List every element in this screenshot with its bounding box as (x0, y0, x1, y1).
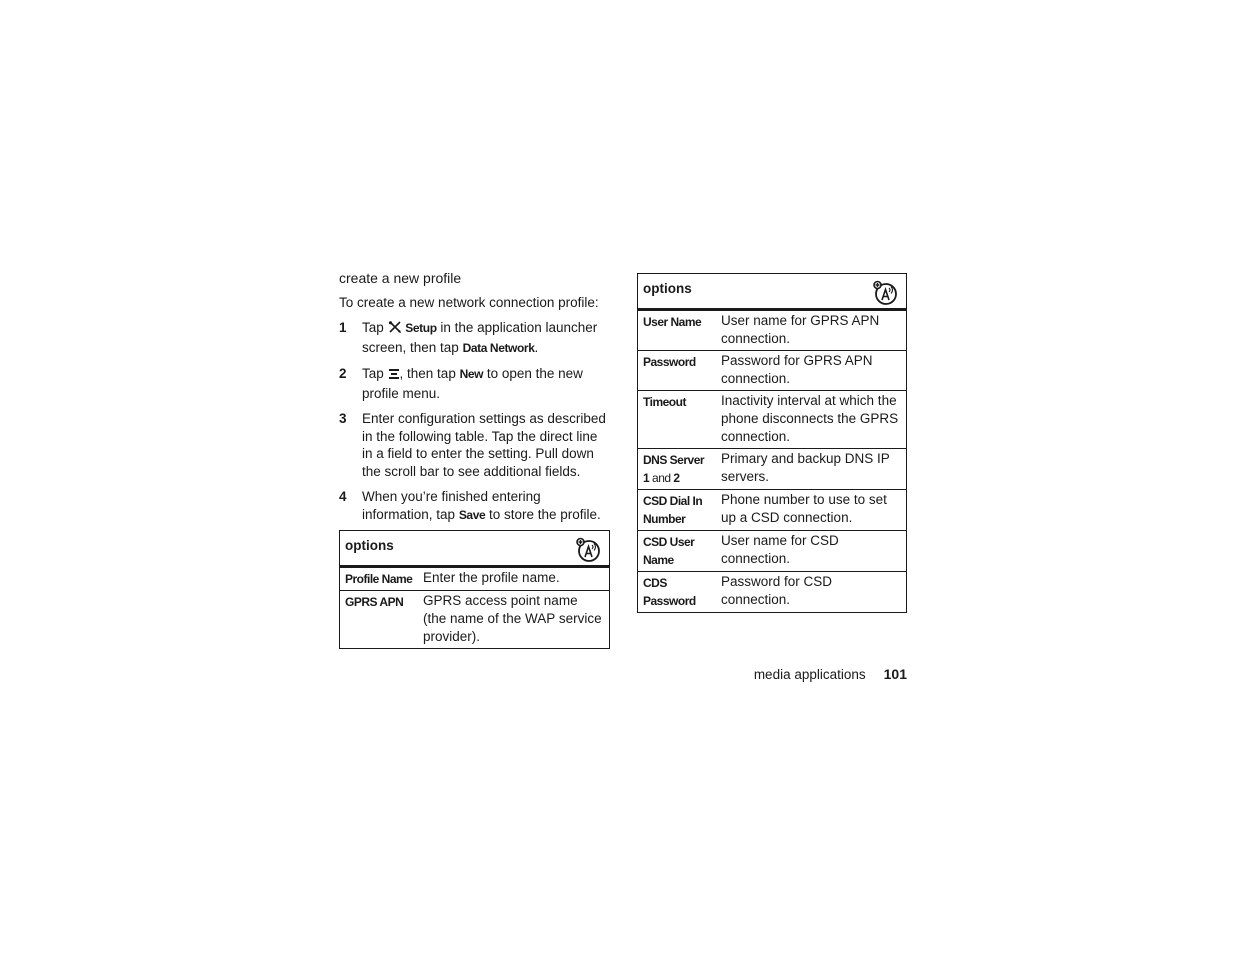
step-text-part: in the application launcher screen, then tap (362, 320, 598, 355)
table-row (638, 351, 907, 391)
row-key: CSD Dial In Number (638, 490, 717, 531)
step-text-part: When you’re finished entering information, tap (362, 489, 541, 522)
row-value: Primary and backup DNS IP servers. (716, 449, 907, 490)
network-feature-icon (576, 537, 602, 568)
row-key: Timeout (638, 391, 717, 449)
setup-tools-icon (388, 321, 402, 339)
table-row (340, 567, 610, 591)
table-header-row (340, 531, 610, 567)
step-text-part: , then tap (399, 366, 460, 381)
row-key (638, 449, 717, 490)
row-key: User Name (638, 310, 717, 351)
row-value: User name for CSD connection. (716, 531, 907, 572)
save-label: Save (458, 507, 486, 522)
step-number: 3 (339, 411, 347, 426)
step-text (362, 365, 611, 402)
step-text (362, 488, 611, 524)
row-value: Inactivity interval at which the phone disconnects the GPRS connection. (716, 391, 907, 449)
setup-label: Setup (405, 321, 437, 335)
step-text: Enter configuration settings as described in the following table. Tap the direct line in a field to enter the setting. Pull down the scroll bar to see additional fields. (362, 411, 606, 479)
row-value: Phone number to use to set up a CSD connection. (716, 490, 907, 531)
data-network-label: Data Network (462, 340, 535, 355)
table-row (340, 591, 610, 649)
options-table-1 (339, 530, 610, 649)
step-text-part: . (534, 339, 539, 355)
row-key: CDS Password (638, 572, 717, 613)
table-row (638, 490, 907, 531)
step-4 (339, 488, 611, 524)
step-text-part: Tap (362, 366, 388, 381)
table-header-label: options (345, 538, 394, 553)
options-table-2 (637, 273, 907, 613)
table-row (638, 449, 907, 490)
section-heading: create a new profile (339, 270, 462, 286)
step-2 (339, 365, 611, 402)
step-number: 4 (339, 489, 347, 504)
row-key: Password (638, 351, 717, 391)
row-key: GPRS APN (340, 591, 419, 649)
row-value: GPRS access point name (the name of the WAP service provider). (418, 591, 610, 649)
page-footer (700, 664, 907, 685)
page-number: 101 (883, 666, 907, 682)
section-name: media applications (753, 667, 866, 682)
row-key: Profile Name (340, 567, 419, 591)
row-value: Password for CSD connection. (716, 572, 907, 613)
table-row (638, 572, 907, 613)
table-header (340, 531, 610, 567)
row-key: CSD User Name (638, 531, 717, 572)
step-1 (339, 319, 611, 357)
new-label: New (459, 367, 484, 381)
menu-icon (388, 367, 400, 385)
row-key-part: 2 (673, 471, 680, 485)
network-feature-icon (873, 280, 899, 311)
left-column (339, 268, 611, 532)
table-row (638, 531, 907, 572)
step-text-part: Tap (362, 320, 388, 335)
step-number: 2 (339, 366, 347, 381)
row-key-part: and (649, 471, 674, 485)
row-value: Password for GPRS APN connection. (716, 351, 907, 391)
intro-text: To create a new network connection profile: (339, 295, 599, 310)
table-row (638, 391, 907, 449)
table-row (638, 310, 907, 351)
table-header (638, 274, 907, 310)
row-value: Enter the profile name. (418, 567, 610, 591)
step-3 (339, 410, 611, 480)
step-text (362, 319, 611, 357)
table-header-label: options (643, 281, 692, 296)
table-header-row (638, 274, 907, 310)
row-key-part: DNS Server 1 (643, 453, 705, 485)
step-number: 1 (339, 320, 347, 335)
step-text-part: to open the new profile menu. (362, 366, 583, 401)
row-value: User name for GPRS APN connection. (716, 310, 907, 351)
step-text-part: to store the profile. (485, 506, 601, 522)
